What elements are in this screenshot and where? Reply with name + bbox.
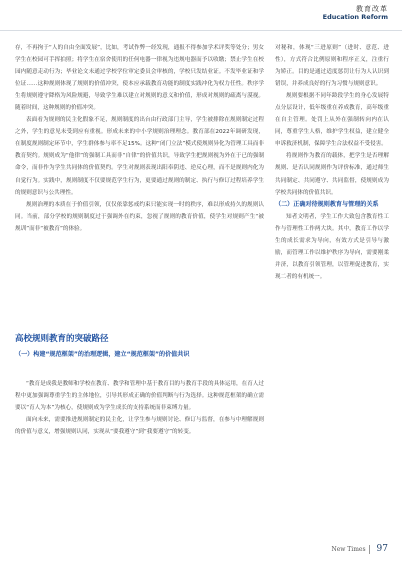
header-divider [0, 30, 402, 31]
left-column-body [15, 42, 264, 235]
footer-divider [369, 545, 370, 554]
subsection-heading: （二）正确对待规则教育与管理的关系 [275, 200, 379, 208]
section-title-en: Education Reform [322, 12, 388, 21]
section-heading: 高校规则教育的突破路径 [15, 334, 109, 344]
subsection-heading: （一）构建“规范框架”的治理逻辑，建立“规范框架”的价值共识 [15, 351, 190, 358]
paragraph: 将规则作为教育的载体，把学生是否理解规则、是否认同规则作为评价标准，通过师生共同制定、共同遵守、共同监督，使规则成为学校共同体的价值共识。 [275, 153, 389, 196]
page-number: 97 [376, 544, 388, 554]
right-column-body [275, 42, 389, 283]
paragraph: 知者文明者，学生工作大致包含教育性工作与管理性工作两大块。其中，教育工作以学生的成长需求为导向，有效方式是引导与激励，而管理工作以维护秩序为导向，需要刚柔并济，以教育引领管理，以管理促进教育，实现二者的有机统一。 [275, 213, 389, 280]
section-title-cn: 教育改革 [356, 5, 388, 13]
paragraph: 对秘和，体现“三进原则”（进时、意范、进性），方式符合比例原则和程序正义，注重行为矫正。目的是通过适度惩罚让行为人认识到错误，并养成良好的行为习惯与规则意识。 [275, 45, 389, 88]
paragraph: “教育是成我是教师和学校在教育、教学和管理中基于教育目的与教育手段的具体运用，在育人过程中更加强调尊重学生的主体地位，引导其形成正确的价值判断与行为选择。这种规范框架的确立需要以“育人为本”为核心，使规则成为学生成长的支持系统而非束缚力量。 [15, 381, 264, 412]
paragraph: 规则要根据不同年龄段学生的身心发展特点分层设计，低年级重在养成教育，高年级重在自主管理。处罚上从外在强制转向内在认同，尊重学生人格，维护学生权益，建立健全申诉救济机制，保障学生合法权益不受侵害。 [275, 93, 389, 148]
paragraph: 表面看为规则的民主化假象不足，规则制度的出台由行政部门主导，学生被排除在规则制定过程之外，学生的意见未受到应有重视。形成未来的中小学规则治理理念。教育部在2022年调研发现，在制度规则制定环节中，学生群体参与率不足15%。这种“闭门立法”模式使规则异化为管理工具而非教育契约。规则成为“他律”的强制工具而非“自律”的价值共识，导致学生把规则视为外在于已的强制命令，而非作为学生共同体的价值契约。学生对规则表现出阳奉阴违、逆反心理，而不是规则内化为自觉行为。实践中，规则制度不仅要规范学生行为，更要通过规则的制定、执行与修订过程培养学生的规则意识与公共理性。 [15, 117, 264, 196]
left-bottom-body [15, 378, 264, 438]
page-header [323, 6, 388, 21]
paragraph: 面向未来，需要推进规则制定的民主化，让学生参与规则讨论、修订与监督，在参与中理解规则的价值与意义，增强规则认同，实现从“要我遵守”到“我要遵守”的转变。 [15, 417, 264, 436]
paragraph: 规则治理的本质在于价值引领，仅仅依靠惩戒约束只能实现一时的秩序，难以形成持久的规则认同。当前，部分学校的规则制度过于强调外在约束，忽视了规则的教育价值，使学生对规则产生“被规训”而非“被教育”的体验。 [15, 201, 264, 232]
paragraph: 存，不再拘于“人的自由全面发展”，比如，考试作弊一经发现，通报不得参加学术评奖等处分；男女学生在校园可手挥拍照；将学生在宿舍使用的任何电器一律视为违规电器而予以收缴；禁止学生在校园内随意走动行为；毕业论文未通过学校学位审定委员会审核的，学校只发结业证。不发毕业证和学位证……这种规则体现了规则的价值冲突，使本应承载教育功能的制度实践冲化为权力任性。秩序学生将规则遵守降格为风险规避，导致学生难以建立对规则的意义和价值，形成对规则的疏离与漠视。随着时间，这种规则的价值冲突。 [15, 45, 264, 112]
journal-name: New Times [331, 546, 366, 553]
page-footer [331, 544, 388, 554]
